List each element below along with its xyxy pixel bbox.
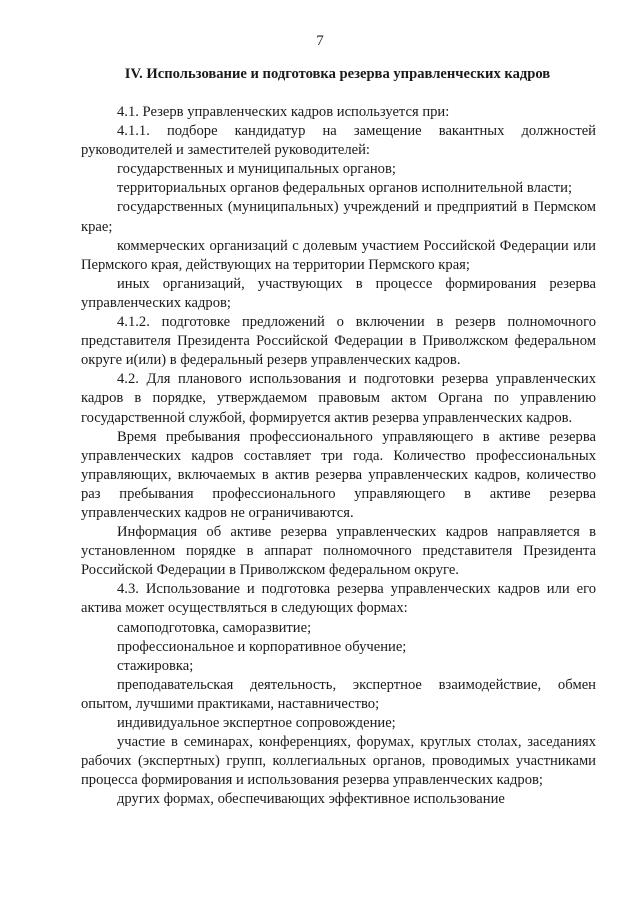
paragraph: профессиональное и корпоративное обучение; [117,638,407,655]
paragraph: 4.1.2. подготовке предложений о включении в резерв полномочного представителя Президента Российской Федерации в Приволжском федеральном округе и(или) в федеральный резерв управленческих кадров. [81,314,596,369]
paragraph: других формах, обеспечивающих эффективное использование [117,791,505,808]
paragraph: Информация об активе резерва управленческих кадров направляется в установленном порядке в аппарат полномочного представителя Президента Российской Федерации в Приволжском федеральном округе. [81,524,596,579]
section-body [81,103,596,809]
paragraph: самоподготовка, саморазвитие; [117,619,312,636]
paragraph: иных организаций, участвующих в процессе формирования резерва управленческих кадров; [81,275,596,311]
page-number: 7 [316,33,324,49]
paragraph: 4.2. Для планового использования и подготовки резерва управленческих кадров в порядке, утверждаемом правовым актом Органа по управлению государственной службой, формируется актив резерва управленческих кадров. [81,371,596,426]
paragraph: территориальных органов федеральных органов исполнительной власти; [117,180,573,197]
paragraph: стажировка; [117,657,194,674]
paragraph: 4.1.1. подборе кандидатур на замещение вакантных должностей руководителей и заместителей руководителей: [81,123,596,159]
paragraph: индивидуальное экспертное сопровождение; [117,715,396,731]
paragraph: участие в семинарах, конференциях, форумах, круглых столах, заседаниях рабочих (экспертных) групп, коллегиальных органов, проводимых участниками процесса формирования и использования резерва управленческих кадров; [81,734,596,789]
paragraph: Время пребывания профессионального управляющего в активе резерва управленческих кадров составляет три года. Количество профессиональных управляющих, включаемых в актив резерва управленческих кадров, количество раз пребывания профессионального управляющего в активе резерва управленческих кадров не ограничиваются. [81,428,596,521]
paragraph: государственных (муниципальных) учреждений и предприятий в Пермском крае; [81,199,596,235]
paragraph: 4.3. Использование и подготовка резерва управленческих кадров или его актива может осуществляться в следующих формах: [81,581,596,617]
paragraph: преподавательская деятельность, экспертное взаимодействие, обмен опытом, лучшими практиками, наставничество; [81,676,596,712]
paragraph: коммерческих организаций с долевым участием Российской Федерации или Пермского края, действующих на территории Пермского края; [81,237,596,273]
section-heading: IV. Использование и подготовка резерва управленческих кадров [124,66,551,82]
paragraph: 4.1. Резерв управленческих кадров используется при: [117,104,450,120]
paragraph: государственных и муниципальных органов; [117,161,396,178]
